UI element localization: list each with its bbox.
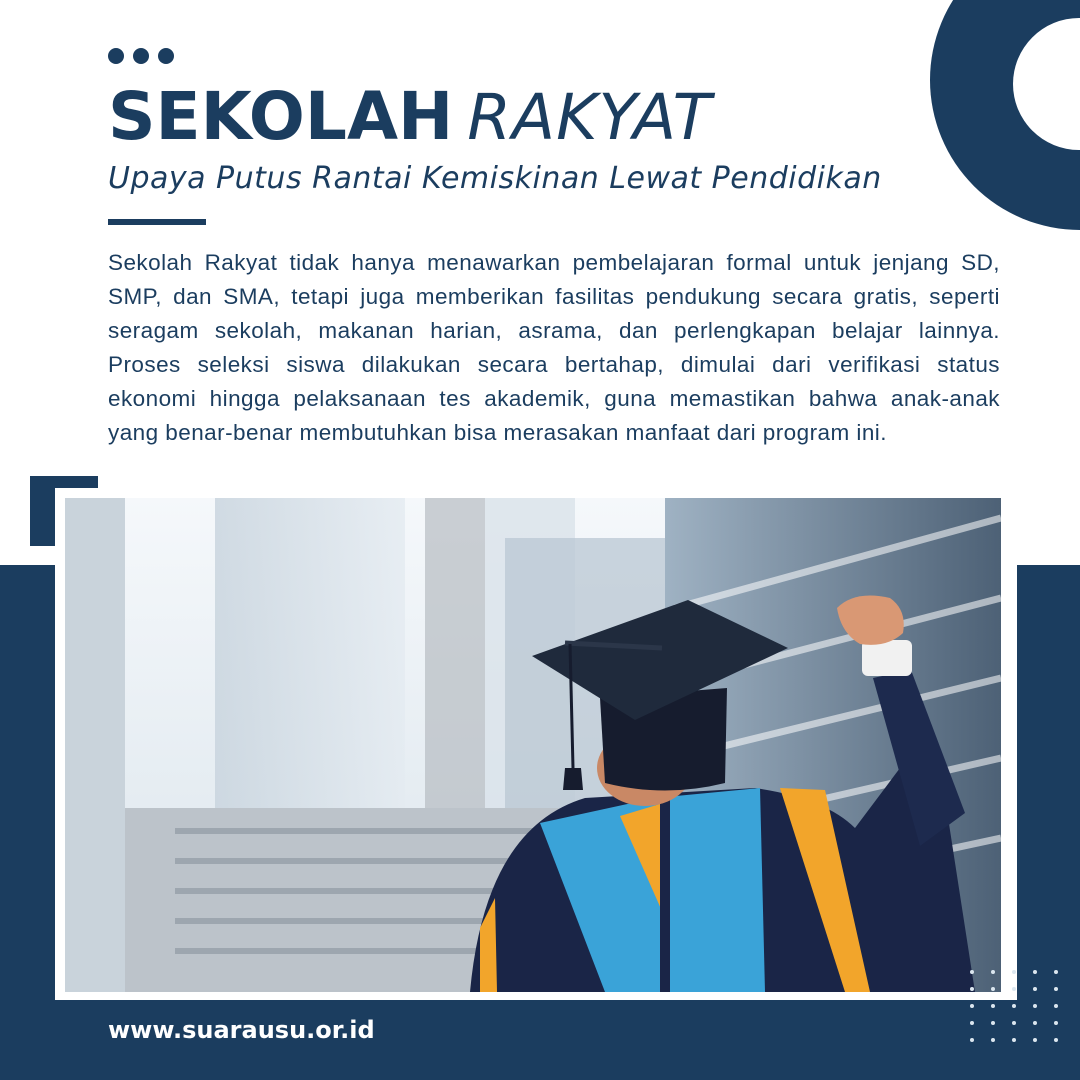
page-title	[108, 78, 712, 155]
title-bold: SEKOLAH	[108, 78, 454, 155]
website-link[interactable]: www.suarausu.or.id	[108, 1016, 375, 1044]
dot	[108, 48, 124, 64]
dot	[133, 48, 149, 64]
dot-grid-decoration	[970, 970, 1075, 1050]
dot	[158, 48, 174, 64]
page-subtitle: Upaya Putus Rantai Kemiskinan Lewat Pendidikan	[108, 161, 882, 196]
graduate-illustration	[65, 498, 1001, 992]
title-italic: RAKYAT	[467, 81, 713, 154]
title-underline	[108, 219, 206, 225]
three-dots-decoration	[108, 48, 174, 64]
graduation-photo	[65, 498, 1001, 992]
body-paragraph: Sekolah Rakyat tidak hanya menawarkan pembelajaran formal untuk jenjang SD, SMP, dan SMA, tetapi juga memberikan fasilitas pendukung secara gratis, seperti seragam sekolah, makanan harian, asrama, dan perlengkapan belajar lainnya. Proses seleksi siswa dilakukan secara bertahap, dimulai dari verifikasi status ekonomi hingga pelaksanaan tes akademik, guna memastikan bahwa anak-anak yang benar-benar membutuhkan bisa merasakan manfaat dari program ini.	[108, 250, 1000, 445]
